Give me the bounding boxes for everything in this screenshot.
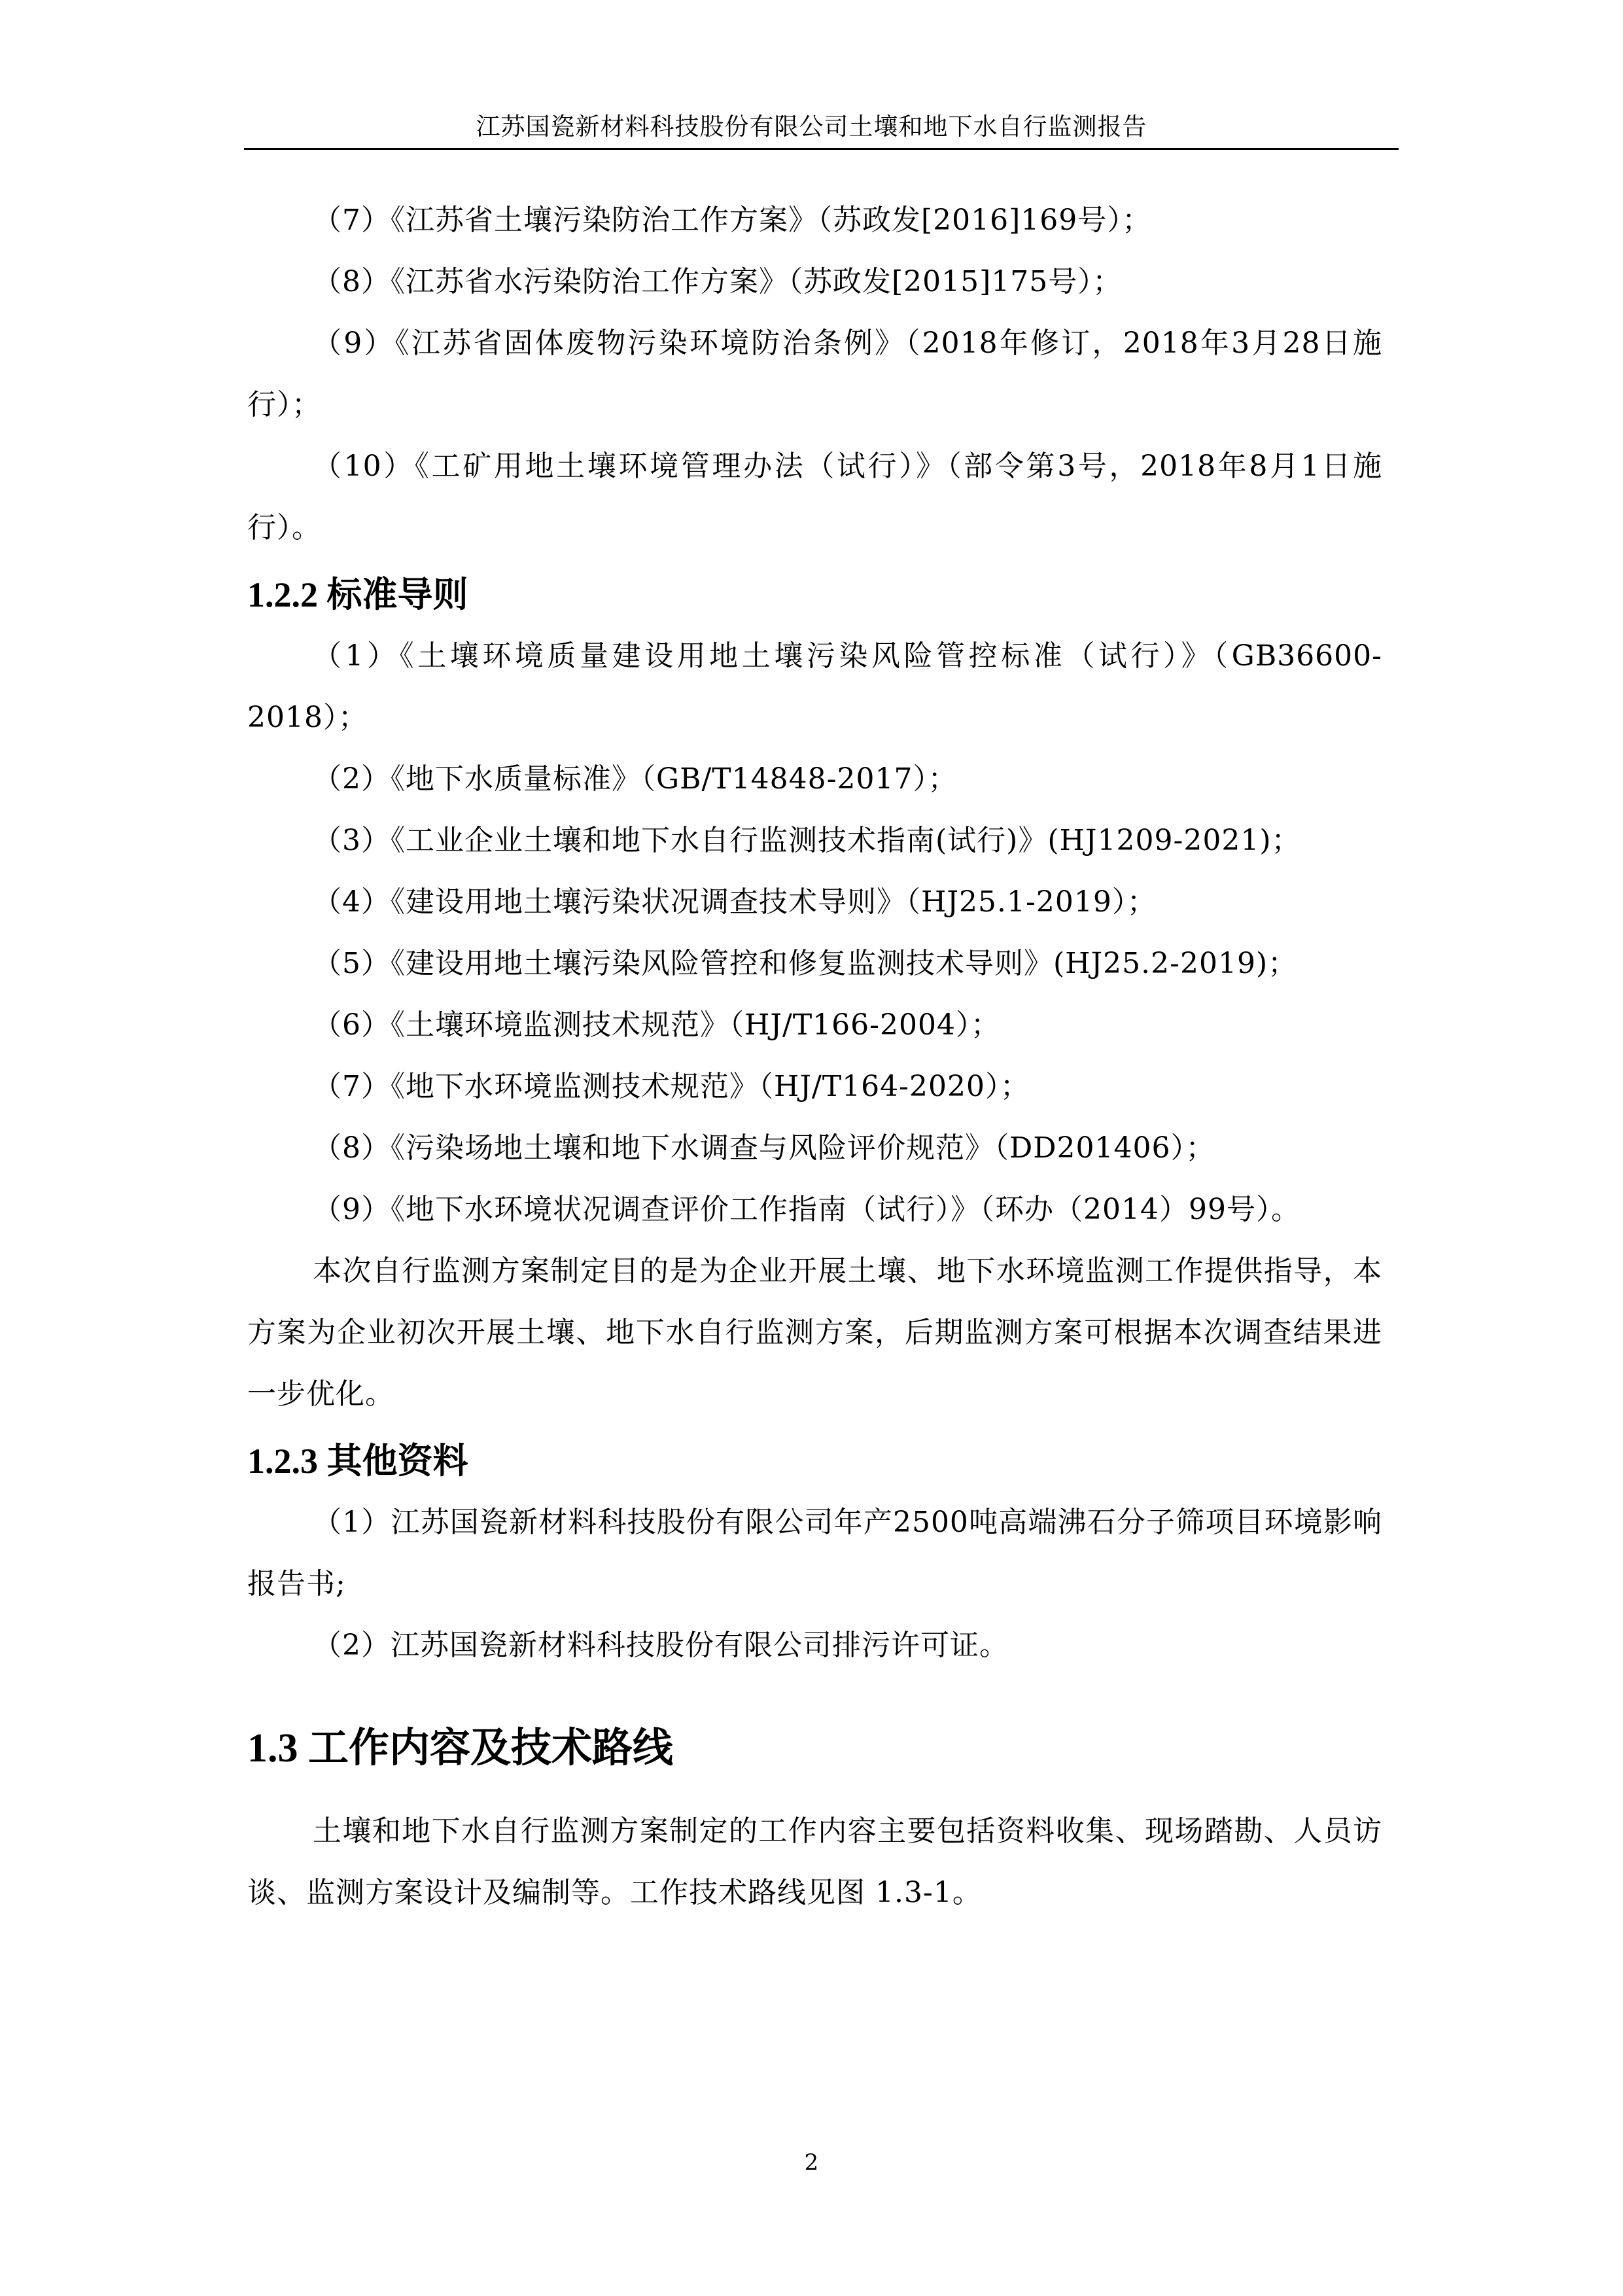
regulation-item-9: （9）《江苏省固体废物污染环境防治条例》（2018年修订，2018年3月28日施行）；	[247, 327, 1382, 421]
other-material-item-2: （2）江苏国瓷新材料科技股份有限公司排污许可证。	[313, 1629, 1009, 1662]
standard-item-5: （5）《建设用地土壤污染风险管控和修复监测技术导则》(HJ25.2-2019)；	[313, 947, 1298, 980]
document-body	[247, 190, 1382, 1924]
other-material-item-1: （1）江苏国瓷新材料科技股份有限公司年产2500吨高端沸石分子筛项目环境影响报告书;	[247, 1506, 1382, 1600]
page-header-title: 江苏国瓷新材料科技股份有限公司土壤和地下水自行监测报告	[476, 113, 1147, 141]
standard-item-3: （3）《工业企业土壤和地下水自行监测技术指南(试行)》(HJ1209-2021)；	[313, 824, 1301, 857]
standard-item-7: （7）《地下水环境监测技术规范》（HJ/T164-2020）；	[313, 1070, 1030, 1103]
regulation-item-7: （7）《江苏省土壤污染防治工作方案》（苏政发[2016]169号）；	[313, 203, 1152, 237]
standard-item-1: （1）《土壤环境质量建设用地土壤污染风险管控标准（试行）》（GB36600-2018）；	[247, 639, 1382, 734]
standards-summary: 本次自行监测方案制定目的是为企业开展土壤、地下水环境监测工作提供指导，本方案为企业初次开展土壤、地下水自行监测方案，后期监测方案可根据本次调查结果进一步优化。	[247, 1254, 1382, 1411]
section-1-3-body: 土壤和地下水自行监测方案制定的工作内容主要包括资料收集、现场踏勘、人员访谈、监测方案设计及编制等。工作技术路线见图 1.3-1。	[247, 1814, 1382, 1909]
standard-item-2: （2）《地下水质量标准》（GB/T14848-2017）；	[313, 762, 958, 796]
section-heading-1-3: 1.3 工作内容及技术路线	[247, 1726, 674, 1771]
regulation-item-10: （10）《工矿用地土壤环境管理办法（试行）》（部令第3号，2018年8月1日施行）。	[247, 450, 1382, 544]
section-heading-1-2-3: 1.2.3 其他资料	[247, 1441, 468, 1481]
regulation-item-8: （8）《江苏省水污染防治工作方案》（苏政发[2015]175号）；	[313, 265, 1123, 298]
section-heading-1-2-2: 1.2.2 标准导则	[247, 575, 468, 614]
page-number: 2	[804, 2149, 819, 2176]
standard-item-4: （4）《建设用地土壤污染状况调查技术导则》（HJ25.1-2019）；	[313, 885, 1157, 919]
header-divider	[244, 148, 1399, 150]
standard-item-6: （6）《土壤环境监测技术规范》（HJ/T166-2004）；	[313, 1008, 1001, 1042]
standard-item-9: （9）《地下水环境状况调查评价工作指南（试行）》（环办（2014）99号）。	[313, 1193, 1300, 1226]
standard-item-8: （8）《污染场地土壤和地下水调查与风险评价规范》（DD201406）；	[313, 1131, 1215, 1165]
